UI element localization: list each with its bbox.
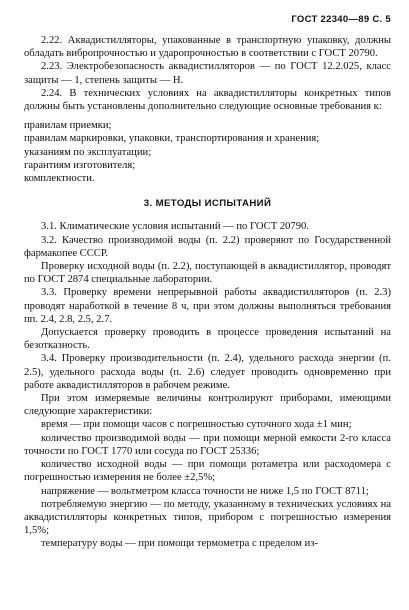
paragraph-3-1: 3.1. Климатические условия испытаний — по ГОСТ 20790. <box>41 221 309 233</box>
requirements-list <box>24 119 391 185</box>
paragraph: При этом измеряемые величины контролируют приборами, имеющими следующие характеристики: <box>24 393 391 418</box>
paragraph-3-4: 3.4. Проверку производительности (п. 2.4), удельного расхода энергии (п. 2.5), удельного расхода воды (п. 2.6) следует проводить одновременно при работе аквадистилляторов в рабочем режиме. <box>24 353 391 391</box>
section-title: 3. МЕТОДЫ ИСПЫТАНИЙ <box>143 198 272 210</box>
list-item: указаниям по эксплуатации; <box>24 146 152 158</box>
paragraph-3-3: 3.3. Проверку времени непрерывной работы аквадистилляторов (п. 2.3) проводят наработкой в течение 8 ч, при этом должны выполняться требования пп. 2.4, 2.8, 2.5, 2.7. <box>24 287 391 325</box>
list-item: правилам маркировки, упаковки, транспортирования и хранения; <box>24 133 320 145</box>
list-item: гарантиям изготовителя; <box>24 159 136 171</box>
measurement-item: температуру воды — при помощи термометра с пределом из- <box>41 538 319 550</box>
measurement-item: количество исходной воды — при помощи ротаметра или расходомера с погрешностью измерения не более ±2,5%; <box>24 459 391 484</box>
measurement-item: время — при помощи часов с погрешностью суточного хода ±1 мин; <box>41 419 352 431</box>
page-header: ГОСТ 22340—89 С. 5 <box>291 14 391 25</box>
paragraph-2-22: 2.22. Аквадистилляторы, упакованные в транспортную упаковку, должны обладать вибропрочностью и ударопрочностью в соответствии с ГОСТ 20790. <box>24 35 391 60</box>
list-item: комплектности. <box>24 173 95 185</box>
measurement-item: потребляемую энергию — по методу, указанному в технических условиях на аквадистилляторы конкретных типов, прибором с погрешностью измерения 1,5%; <box>24 498 391 537</box>
paragraph: Проверку исходной воды (п. 2.2), поступающей в аквадистиллятор, проводят по ГОСТ 2874 специальные лаборатории. <box>24 261 391 286</box>
page-content <box>24 34 391 551</box>
paragraph-3-2: 3.2. Качество производимой воды (п. 2.2) проверяют по Государственной фармакопее СССР. <box>24 234 391 259</box>
paragraph-2-24: 2.24. В технических условиях на аквадистилляторы конкретных типов должны быть установлены дополнительно следующие основные требования к: <box>24 87 391 113</box>
paragraph-2-23: 2.23. Электробезопасность аквадистилляторов — по ГОСТ 12.2.025, класс защиты — 1, степень защиты — Н. <box>24 61 391 86</box>
measurement-item: напряжение — вольтметром класса точности не ниже 1,5 по ГОСТ 8711; <box>41 485 369 497</box>
paragraph: Допускается проверку проводить в процессе проведения испытаний на безотказность. <box>24 327 391 352</box>
measurement-item: количество производимой воды — при помощи мерной емкости 2-го класса точности по ГОСТ 1770 или сосуда по ГОСТ 25336; <box>24 432 391 457</box>
list-item: правилам приемки; <box>24 120 112 132</box>
